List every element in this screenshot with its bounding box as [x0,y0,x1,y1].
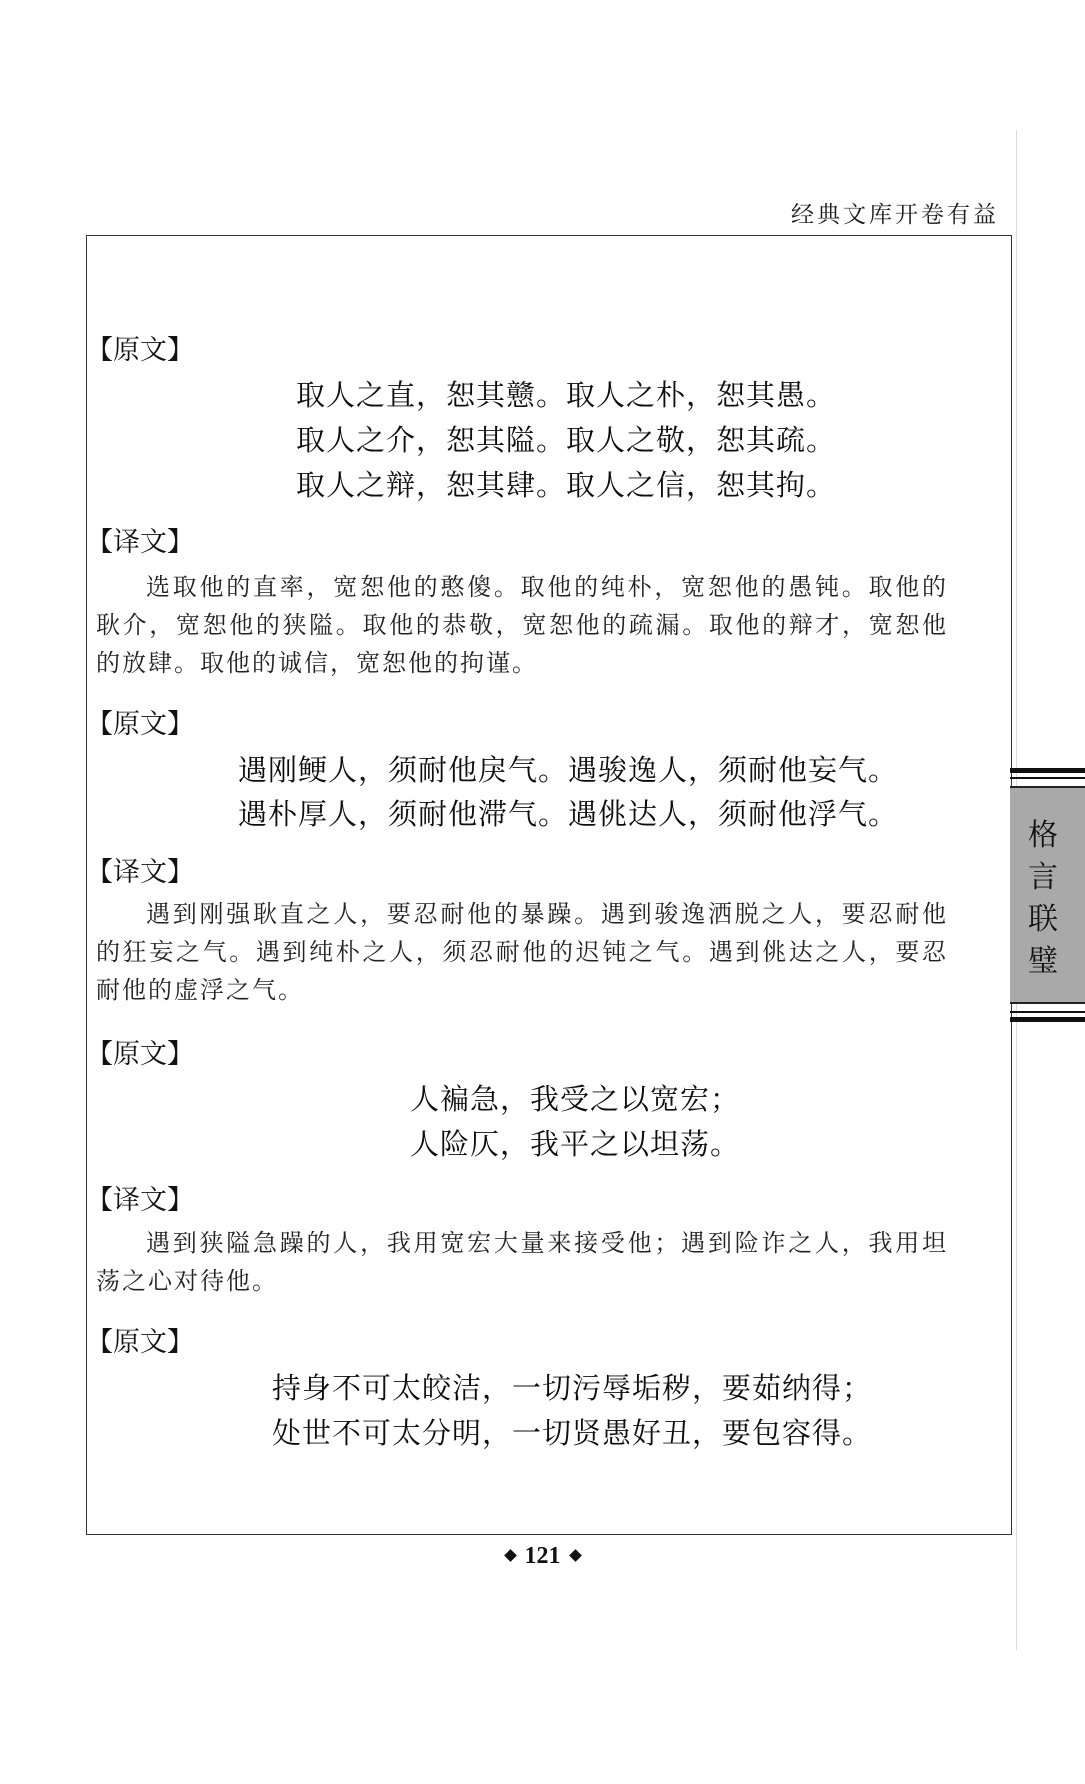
original-line: 人褊急，我受之以宽宏； [410,1082,741,1116]
page-number-text: 121 [524,1543,561,1569]
tab-char: 格 [1028,818,1058,853]
original-label: 【原文】 [86,1039,194,1070]
original-line: 遇刚鲠人，须耐他戾气。遇骏逸人，须耐他妄气。 [238,753,899,787]
original-label: 【原文】 [86,335,194,366]
tab-rule [1010,1017,1085,1022]
translation-paragraph: 遇到刚强耿直之人，要忍耐他的暴躁。遇到骏逸洒脱之人，要忍耐他的狂妄之气。遇到纯朴之人，须忍耐他的迟钝之气。遇到佻达之人，要忍耐他的虚浮之气。 [96,900,948,1004]
original-line: 人险仄，我平之以坦荡。 [410,1127,741,1161]
tab-rule [1010,777,1085,779]
original-line: 取人之直，恕其戆。取人之朴，恕其愚。 [296,378,837,412]
translation-label: 【译文】 [86,1185,194,1216]
original-label: 【原文】 [86,1327,194,1358]
original-line: 处世不可太分明，一切贤愚好丑，要包容得。 [272,1416,873,1450]
translation-paragraph: 选取他的直率，宽恕他的憨傻。取他的纯朴，宽恕他的愚钝。取他的耿介，宽恕他的狭隘。取他的恭敬，宽恕他的疏漏。取他的辩才，宽恕他的放肆。取他的诚信，宽恕他的拘谨。 [96,573,948,677]
original-line: 取人之辩，恕其肆。取人之信，恕其拘。 [296,468,837,502]
tab-char: 联 [1028,902,1058,937]
translation-label: 【译文】 [86,857,194,888]
page-number [0,1543,1085,1570]
tab-char: 璧 [1028,944,1058,979]
chapter-side-tab [1010,768,1085,1022]
tab-rule [1010,768,1085,773]
tab-rule [1010,1011,1085,1013]
translation-label: 【译文】 [86,527,194,558]
original-label: 【原文】 [86,709,194,740]
translation-paragraph: 遇到狭隘急躁的人，我用宽宏大量来接受他；遇到险诈之人，我用坦荡之心对待他。 [96,1229,948,1295]
diamond-icon [569,1549,582,1562]
diamond-icon [504,1549,517,1562]
original-line: 遇朴厚人，须耐他滞气。遇佻达人，须耐他浮气。 [238,797,899,831]
original-line: 持身不可太皎洁，一切污辱垢秽，要茹纳得； [272,1371,873,1405]
running-header: 经典文库开卷有益 [791,202,999,228]
tab-char: 言 [1028,860,1058,895]
original-line: 取人之介，恕其隘。取人之敬，恕其疏。 [296,423,837,457]
